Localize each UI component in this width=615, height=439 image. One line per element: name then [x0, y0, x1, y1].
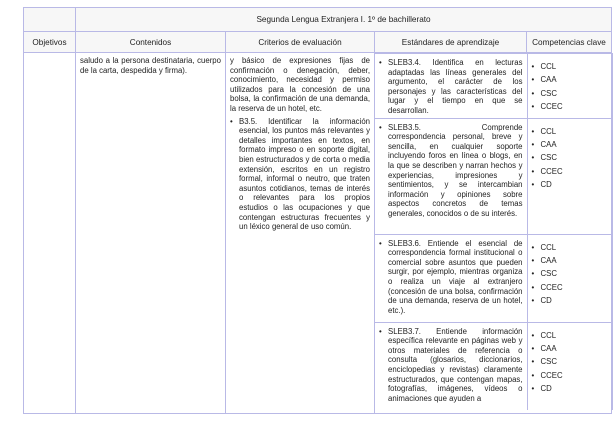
competencia-item: • CAA — [531, 343, 557, 353]
standard-text-3: SLEB3.6. Entiende el esencial de correspondencia formal institucional o comercial sobre asuntos que pueden surgir, por ejemplo, mientras organiza o realiza un viaje al extranjero (concesión de una bolsa, confirmación de una demanda, reserva de un hotel, etc.). — [388, 238, 523, 315]
bullet-marker: • — [379, 58, 382, 67]
competencia-item: • CAA — [531, 139, 557, 149]
competencia-item: • CCEC — [531, 102, 563, 112]
competencia-item: • CAA — [531, 75, 557, 85]
competencia-item: • CCL — [531, 330, 557, 340]
column-header-competencias: Competencias clave — [527, 32, 612, 53]
competencia-item: • CD — [531, 296, 552, 306]
competencias-cell-4 — [527, 322, 612, 410]
table-title: Segunda Lengua Extranjera I. 1º de bachillerato — [76, 8, 612, 32]
column-header-criterios: Criterios de evaluación — [226, 32, 375, 53]
competencias-cell-3 — [527, 234, 612, 322]
competencia-item: • CSC — [531, 88, 557, 98]
competencia-item: • CCL — [531, 62, 557, 71]
column-header-estandares: Estándares de aprendizaje — [375, 32, 527, 53]
competencia-item: • CCEC — [531, 370, 563, 380]
competencia-item: • CD — [531, 384, 552, 394]
standard-text-4: SLEB3.7. Entiende información específica relevante en páginas web y otros materiales de referencia o consulta (glosarios, diccionarios, enciclopedias y revistas) claramente estructurados, que contengan mapas, fotografías, imágenes, vídeos o animaciones que ayuden a — [388, 326, 523, 403]
standard-cell-1 — [375, 54, 527, 119]
column-header-objetivos: Objetivos — [24, 32, 76, 53]
contenidos-text: saludo a la persona destinataria, cuerpo de la carta, despedida y firma). — [80, 56, 221, 75]
competencias-cell-2 — [527, 118, 612, 234]
criterios-intro-text: y básico de expresiones fijas de confirmación o denegación, deber, conocimiento, necesidad y permiso utilizados para la concesión de una bolsa, la confirmación de una demanda, la reserva de un hotel, etc. — [230, 56, 370, 113]
standard-cell-2 — [375, 118, 527, 234]
standard-cell-4 — [375, 322, 527, 410]
competencia-item: • CSC — [531, 153, 557, 163]
criterios-cell — [226, 53, 375, 414]
contenidos-cell — [76, 53, 226, 414]
standard-text-2: SLEB3.5. Comprende correspondencia personal, breve y sencilla, en cualquier soporte incluyendo foros en línea o blogs, en la que se describen y narran hechos y experiencias, impresiones y sentimientos, y se intercambian información y opiniones sobre aspectos concretos de temas generales, conocidos o de su interés. — [388, 122, 523, 218]
criterio-b35-text: B3.5. Identificar la información esencial, los puntos más relevantes y detalles importantes en textos, en formato impreso o en soporte digital, bien estructurados y de corta o media extensión, escritos en un registro formal, informal o neutro, que traten asuntos cotidianos, temas de interés o relevantes para los propios estudios o las ocupaciones y que contengan estructuras frecuentes y un léxico general de uso común. — [239, 116, 370, 232]
competencia-item: • CSC — [531, 269, 557, 279]
bullet-marker: • — [379, 238, 382, 248]
objetivos-cell — [24, 53, 76, 414]
bullet-marker: • — [379, 122, 382, 132]
column-header-contenidos: Contenidos — [76, 32, 226, 53]
standard-text-1: SLEB3.4. Identifica en lecturas adaptadas las líneas generales del argumento, el carácter de los personajes y las características del lugar y el tiempo en que se desarrollan. — [388, 58, 523, 115]
competencia-item: • CCL — [531, 242, 557, 252]
bullet-marker: • — [379, 326, 382, 336]
competencia-item: • CCEC — [531, 282, 563, 292]
standards-inner-table — [375, 53, 613, 410]
standards-group-cell — [375, 53, 612, 414]
competencia-item: • CCEC — [531, 166, 563, 176]
criterio-b35-item — [230, 117, 370, 232]
competencia-item: • CAA — [531, 255, 557, 265]
competencia-item: • CCL — [531, 126, 557, 136]
empty-corner-cell — [24, 8, 76, 32]
competencia-item: • CD — [531, 180, 552, 190]
bullet-marker: • — [230, 116, 233, 126]
competencias-cell-1 — [527, 54, 612, 119]
standard-cell-3 — [375, 234, 527, 322]
competencia-item: • CSC — [531, 357, 557, 367]
curriculum-table — [23, 7, 612, 414]
